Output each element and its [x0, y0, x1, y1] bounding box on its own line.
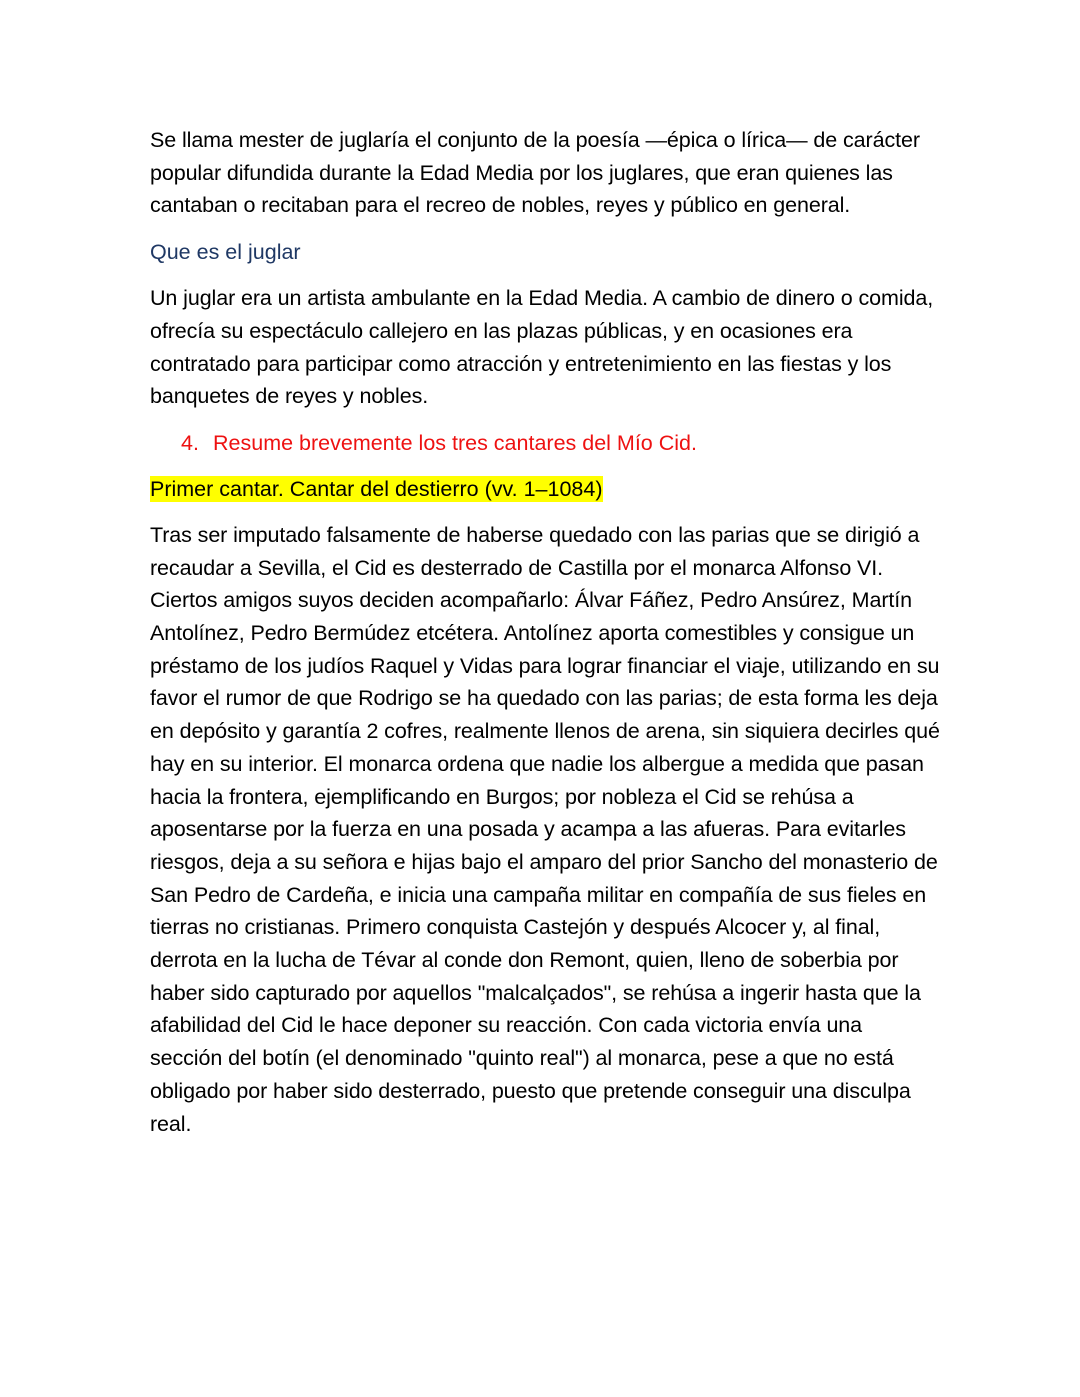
- paragraph-juglar-definition: Un juglar era un artista ambulante en la Edad Media. A cambio de dinero o comida, ofrecía su espectáculo callejero en las plazas públicas, y en ocasiones era contratado para participar como atracción y entretenimiento en las fiestas y los banquetes de reyes y nobles.: [150, 286, 934, 409]
- paragraph-cantar-del-destierro: Tras ser imputado falsamente de haberse quedado con las parias que se dirigió a recaudar a Sevilla, el Cid es desterrado de Castilla por el monarca Alfonso VI. Ciertos amigos suyos deciden acompañarlo: Álvar Fáñez, Pedro Ansúrez, Martín Antolínez, Pedro Bermúdez etcétera. Antolínez aporta comestibles y consigue un préstamo de los judíos Raquel y Vidas para lograr financiar el viaje, utilizando en su favor el rumor de que Rodrigo se ha quedado con las parias; de esta forma les deja en depósito y garantía 2 cofres, realmente llenos de arena, sin siquiera decirles qué hay en su interior. El monarca ordena que nadie los albergue a medida que pasan hacia la frontera, ejemplificando en Burgos; por nobleza el Cid se rehúsa a aposentarse por la fuerza en una posada y acampa a las afueras. Para evitarles riesgos, deja a su señora e hijas bajo el amparo del prior Sancho del monasterio de San Pedro de Cardeña, e inicia una campaña militar en compañía de sus fieles en tierras no cristianas. Primero conquista Castejón y después Alcocer y, al final, derrota en la lucha de Tévar al conde don Remont, quien, lleno de soberbia por haber sido capturado por aquellos "malcalçados", se rehúsa a ingerir hasta que la afabilidad del Cid le hace deponer su reacción. Con cada victoria envía una sección del botín (el denominado "quinto real") al monarca, pese a que no está obligado por haber sido desterrado, puesto que pretende conseguir una disculpa real.: [150, 522, 940, 1136]
- list-item-number: 4.: [181, 430, 199, 455]
- numbered-list-item: [181, 427, 940, 459]
- section-heading-juglar: Que es el juglar: [150, 240, 301, 265]
- highlighted-title-line: [150, 473, 940, 505]
- document-page: [150, 124, 940, 1140]
- paragraph-mester-de-juglaria: Se llama mester de juglaría el conjunto de la poesía —épica o lírica— de carácter popular difundida durante la Edad Media por los juglares, que eran quienes las cantaban o recitaban para el recreo de nobles, reyes y público en general.: [150, 128, 920, 218]
- list-item-text: Resume brevemente los tres cantares del Mío Cid.: [213, 430, 697, 455]
- highlighted-title: Primer cantar. Cantar del destierro (vv. 1–1084): [150, 476, 603, 501]
